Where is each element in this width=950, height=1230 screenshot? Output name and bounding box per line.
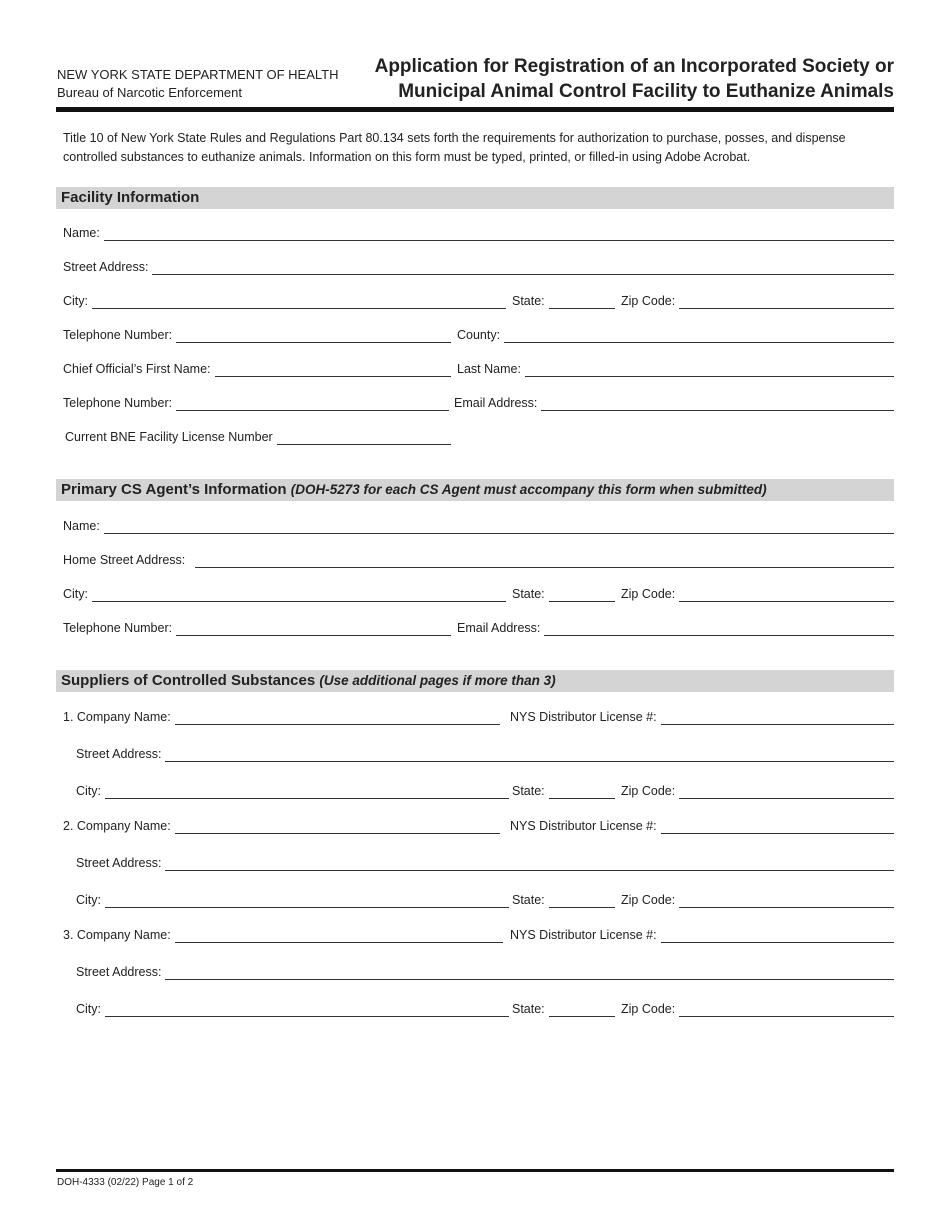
chief-telephone-field[interactable]: Telephone Number:	[63, 391, 449, 411]
supplier1-state-field[interactable]: State:	[512, 779, 615, 799]
supplier1-zip-field[interactable]: Zip Code:	[621, 779, 894, 799]
agent-city-row	[56, 582, 894, 602]
supplier3-license-field[interactable]: NYS Distributor License #:	[510, 923, 894, 943]
supplier2-city-row	[56, 888, 894, 908]
facility-name-row	[56, 221, 894, 241]
facility-street-row	[56, 255, 894, 275]
suppliers-section-note: (Use additional pages if more than 3)	[319, 673, 556, 688]
agent-section-note: (DOH-5273 for each CS Agent must accompany this form when submitted)	[290, 482, 767, 497]
agent-street-row	[56, 548, 894, 568]
supplier3-street-row	[56, 960, 894, 980]
facility-contact-row	[56, 391, 894, 411]
facility-section-title: Facility Information	[61, 189, 200, 206]
supplier2-city-field[interactable]: City:	[76, 888, 509, 908]
facility-phone-row	[56, 323, 894, 343]
supplier2-company-field[interactable]: 2. Company Name:	[63, 814, 500, 834]
form-footer: DOH-4333 (02/22) Page 1 of 2	[57, 1177, 194, 1188]
agent-zip-field[interactable]: Zip Code:	[621, 582, 894, 602]
supplier2-license-field[interactable]: NYS Distributor License #:	[510, 814, 894, 834]
agent-state-field[interactable]: State:	[512, 582, 615, 602]
intro-paragraph: Title 10 of New York State Rules and Regulations Part 80.134 sets forth the requirements for authorization to purchase, posses, and dispense controlled substances to euthanize animals. Information on this form must be typed, printed, or filled-in using Adobe Acrobat.	[63, 131, 846, 164]
facility-telephone-field[interactable]: Telephone Number:	[63, 323, 451, 343]
chief-last-name-field[interactable]: Last Name:	[457, 357, 894, 377]
agent-name-field[interactable]: Name:	[63, 514, 894, 534]
agent-name-row	[56, 514, 894, 534]
supplier1-city-row	[56, 779, 894, 799]
form-title-line1: Application for Registration of an Incorporated Society or	[374, 56, 894, 77]
suppliers-section-header	[56, 670, 894, 692]
supplier2-street-field[interactable]: Street Address:	[76, 851, 894, 871]
form-title	[374, 54, 894, 104]
supplier1-company-field[interactable]: 1. Company Name:	[63, 705, 500, 725]
supplier3-street-field[interactable]: Street Address:	[76, 960, 894, 980]
facility-county-field[interactable]: County:	[457, 323, 894, 343]
supplier2-street-row	[56, 851, 894, 871]
agent-section-header	[56, 479, 894, 501]
header-divider	[56, 107, 894, 112]
supplier3-state-field[interactable]: State:	[512, 997, 615, 1017]
supplier1-street-row	[56, 742, 894, 762]
facility-name-field[interactable]: Name:	[63, 221, 894, 241]
supplier2-zip-field[interactable]: Zip Code:	[621, 888, 894, 908]
supplier3-city-row	[56, 997, 894, 1017]
form-title-line2: Municipal Animal Control Facility to Euthanize Animals	[398, 81, 894, 102]
supplier2-company-row	[56, 814, 894, 834]
agent-section-title: Primary CS Agent’s Information	[61, 481, 287, 498]
supplier3-company-row	[56, 923, 894, 943]
supplier3-zip-field[interactable]: Zip Code:	[621, 997, 894, 1017]
agent-city-field[interactable]: City:	[63, 582, 506, 602]
license-row	[56, 425, 894, 445]
agency-block	[57, 66, 338, 102]
suppliers-section-title: Suppliers of Controlled Substances	[61, 672, 316, 689]
bne-license-field[interactable]: Current BNE Facility License Number	[65, 425, 451, 445]
agent-contact-row	[56, 616, 894, 636]
facility-section-header	[56, 187, 894, 209]
agent-telephone-field[interactable]: Telephone Number:	[63, 616, 451, 636]
supplier1-city-field[interactable]: City:	[76, 779, 509, 799]
supplier3-city-field[interactable]: City:	[76, 997, 509, 1017]
bureau-name: Bureau of Narcotic Enforcement	[57, 85, 242, 100]
agency-name: NEW YORK STATE DEPARTMENT OF HEALTH	[57, 67, 339, 82]
chief-official-row	[56, 357, 894, 377]
supplier1-license-field[interactable]: NYS Distributor License #:	[510, 705, 894, 725]
footer-divider	[56, 1169, 894, 1172]
agent-email-field[interactable]: Email Address:	[457, 616, 894, 636]
facility-street-field[interactable]: Street Address:	[63, 255, 894, 275]
supplier3-company-field[interactable]: 3. Company Name:	[63, 923, 503, 943]
chief-first-name-field[interactable]: Chief Official’s First Name:	[63, 357, 451, 377]
agent-home-street-field[interactable]: Home Street Address:	[63, 548, 894, 568]
facility-city-row	[56, 289, 894, 309]
facility-zip-field[interactable]: Zip Code:	[621, 289, 894, 309]
supplier1-street-field[interactable]: Street Address:	[76, 742, 894, 762]
facility-email-field[interactable]: Email Address:	[454, 391, 894, 411]
facility-city-field[interactable]: City:	[63, 289, 506, 309]
supplier2-state-field[interactable]: State:	[512, 888, 615, 908]
supplier1-company-row	[56, 705, 894, 725]
facility-state-field[interactable]: State:	[512, 289, 615, 309]
